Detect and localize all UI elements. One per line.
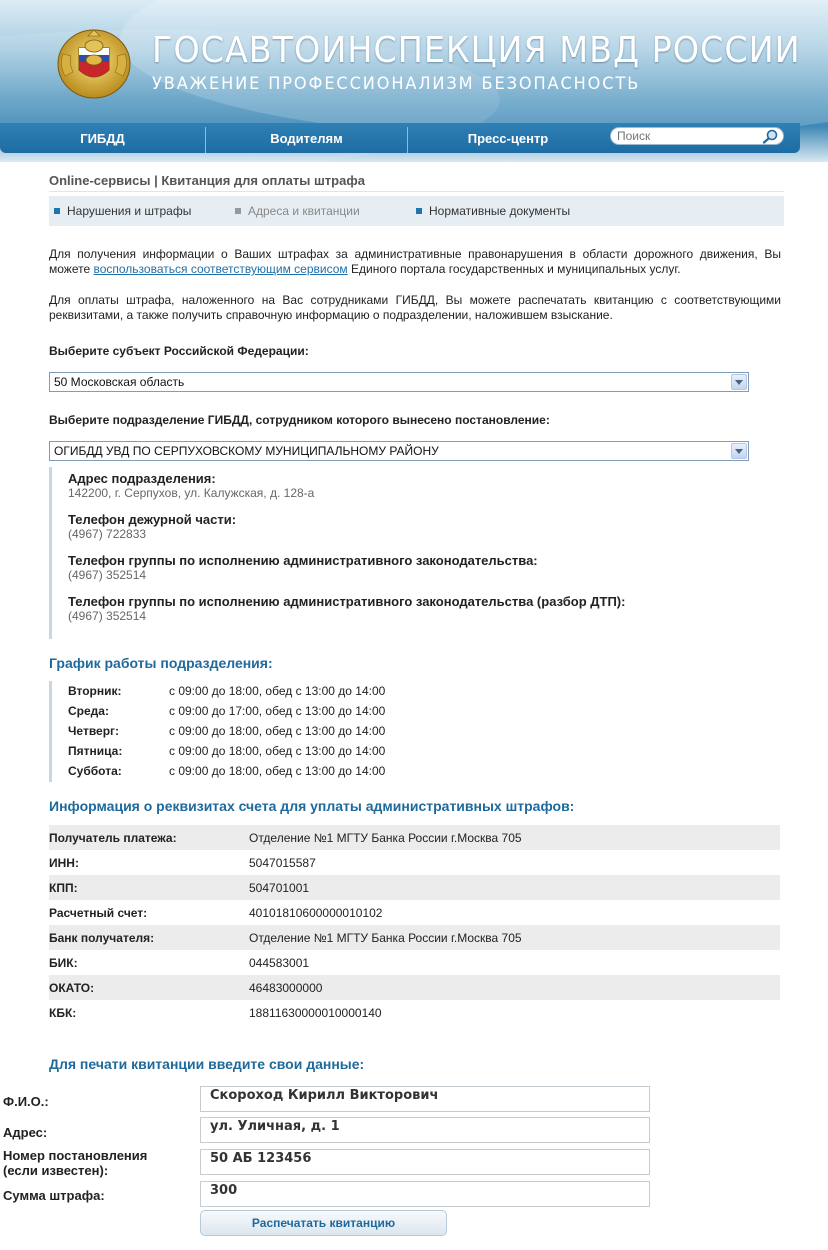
chevron-down-icon[interactable]: [731, 443, 747, 459]
schedule-row: [68, 701, 468, 721]
requisites-table: [49, 825, 780, 1025]
nav-item-drivers[interactable]: Водителям: [270, 131, 343, 146]
subnav-item-violations[interactable]: [54, 196, 191, 226]
schedule-time: с 09:00 до 18:00, обед с 13:00 до 14:00: [169, 724, 386, 738]
decree-label-line: Номер постановления: [3, 1148, 148, 1163]
requisite-key: Получатель платежа:: [49, 831, 177, 845]
schedule-day: Среда:: [68, 704, 109, 718]
requisite-key: ОКАТО:: [49, 981, 95, 995]
division-details: [49, 467, 749, 639]
fio-field[interactable]: Скороход Кирилл Викторович: [200, 1086, 650, 1112]
decree-number-field[interactable]: 50 АБ 123456: [200, 1149, 650, 1175]
decree-label-line: (если известен):: [3, 1163, 109, 1178]
address-field[interactable]: ул. Уличная, д. 1: [200, 1117, 650, 1143]
nav-item-gibdd[interactable]: ГИБДД: [80, 131, 125, 146]
fine-sum-field[interactable]: 300: [200, 1181, 650, 1207]
requisite-key: Расчетный счет:: [49, 906, 148, 920]
table-row: [49, 850, 780, 875]
site-motto: УВАЖЕНИЕ ПРОФЕССИОНАЛИЗМ БЕЗОПАСНОСТЬ: [152, 74, 641, 94]
gibdd-emblem-icon[interactable]: [55, 24, 133, 100]
division-select-value: ОГИБДД УВД ПО СЕРПУХОВСКОМУ МУНИЦИПАЛЬНОМУ РАЙОНУ: [54, 444, 439, 458]
site-title: ГОСАВТОИНСПЕКЦИЯ МВД РОССИИ: [152, 30, 801, 71]
address-title: Адрес подразделения:: [68, 471, 216, 486]
schedule-time: с 09:00 до 18:00, обед с 13:00 до 14:00: [169, 764, 386, 778]
table-row: [49, 925, 780, 950]
address-value: 142200, г. Серпухов, ул. Калужская, д. 128-а: [68, 486, 315, 500]
schedule-row: [68, 741, 468, 761]
admin-phone-value: (4967) 352514: [68, 568, 147, 582]
requisite-value: 5047015587: [249, 856, 316, 870]
table-row: [49, 950, 780, 975]
requisite-key: БИК:: [49, 956, 78, 970]
main-content: [49, 170, 784, 226]
gosuslugi-link[interactable]: воспользоваться соответствующим сервисом: [93, 262, 348, 276]
chevron-down-icon[interactable]: [731, 374, 747, 390]
sub-navigation: [49, 196, 784, 226]
requisite-value: 18811630000010000140: [249, 1006, 382, 1020]
requisite-key: ИНН:: [49, 856, 79, 870]
search-icon[interactable]: [761, 129, 781, 144]
print-form-title: Для печати квитанции введите свои данные:: [49, 1056, 365, 1072]
schedule-day: Пятница:: [68, 744, 123, 758]
search-box: [610, 127, 784, 145]
accident-phone-title: Телефон группы по исполнению административного законодательства (разбор ДТП):: [68, 594, 626, 609]
region-select-value: 50 Московская область: [54, 375, 185, 389]
schedule-time: с 09:00 до 18:00, обед с 13:00 до 14:00: [169, 744, 386, 758]
requisite-key: Банк получателя:: [49, 931, 155, 945]
requisite-value: 40101810600000010102: [249, 906, 383, 920]
bullet-icon: [235, 208, 241, 214]
requisite-value: Отделение №1 МГТУ Банка России г.Москва 705: [249, 831, 522, 845]
bullet-icon: [416, 208, 422, 214]
schedule-time: с 09:00 до 17:00, обед с 13:00 до 14:00: [169, 704, 386, 718]
schedule-list: [49, 681, 468, 782]
schedule-title: График работы подразделения:: [49, 655, 273, 671]
subnav-item-documents[interactable]: [416, 196, 570, 226]
division-select[interactable]: [49, 441, 749, 461]
intro-text: Единого портала государственных и муниципальных услуг.: [347, 262, 681, 276]
intro-paragraph-portal: [49, 247, 781, 277]
intro-paragraph-payment: Для оплаты штрафа, наложенного на Вас сотрудниками ГИБДД, Вы можете распечатать квитанцию с соответствующими реквизитами, а также получить справочную информацию о подразделении, наложившем взыскание.: [49, 293, 781, 322]
table-row: [49, 1000, 780, 1025]
schedule-time: с 09:00 до 18:00, обед с 13:00 до 14:00: [169, 684, 386, 698]
region-label: Выберите субъект Российской Федерации:: [49, 344, 309, 358]
division-label: Выберите подразделение ГИБДД, сотрудником которого вынесено постановление:: [49, 413, 550, 427]
subnav-item-addresses[interactable]: [235, 196, 360, 226]
address-label: Адрес:: [3, 1125, 48, 1140]
table-row: [49, 975, 780, 1000]
requisite-value: Отделение №1 МГТУ Банка России г.Москва 705: [249, 931, 522, 945]
requisite-value: 044583001: [249, 956, 310, 970]
requisite-key: КПП:: [49, 881, 78, 895]
accident-phone-value: (4967) 352514: [68, 609, 147, 623]
region-select[interactable]: [49, 372, 749, 392]
requisite-key: КБК:: [49, 1006, 77, 1020]
schedule-row: [68, 721, 468, 741]
schedule-row: [68, 761, 468, 781]
requisite-value: 504701001: [249, 881, 310, 895]
schedule-day: Четверг:: [68, 724, 120, 738]
schedule-day: Вторник:: [68, 684, 122, 698]
fio-label: Ф.И.О.:: [3, 1094, 49, 1109]
site-header: [0, 0, 828, 162]
duty-phone-value: (4967) 722833: [68, 527, 147, 541]
schedule-day: Суббота:: [68, 764, 122, 778]
intro-text: Для получения информации о Ваших штрафах за административные правонарушения в области дорожного движения, Вы можете: [49, 247, 781, 276]
subnav-item-label: Нормативные документы: [429, 204, 571, 218]
table-row: [49, 825, 780, 850]
nav-item-press-center[interactable]: Пресс-центр: [467, 131, 549, 146]
decree-number-label: [3, 1148, 147, 1178]
bullet-icon: [54, 208, 60, 214]
table-row: [49, 900, 780, 925]
search-input[interactable]: [617, 128, 757, 144]
print-receipt-button[interactable]: Распечатать квитанцию: [200, 1210, 447, 1236]
requisites-title: Информация о реквизитах счета для уплаты административных штрафов:: [49, 798, 575, 814]
subnav-item-label: Нарушения и штрафы: [67, 204, 192, 218]
table-row: [49, 875, 780, 900]
fine-sum-label: Сумма штрафа:: [3, 1188, 105, 1203]
duty-phone-title: Телефон дежурной части:: [68, 512, 237, 527]
subnav-item-label: Адреса и квитанции: [248, 204, 360, 218]
schedule-row: [68, 681, 468, 701]
breadcrumb: Online-сервисы | Квитанция для оплаты штрафа: [49, 170, 784, 192]
requisite-value: 46483000000: [249, 981, 323, 995]
admin-phone-title: Телефон группы по исполнению административного законодательства:: [68, 553, 538, 568]
